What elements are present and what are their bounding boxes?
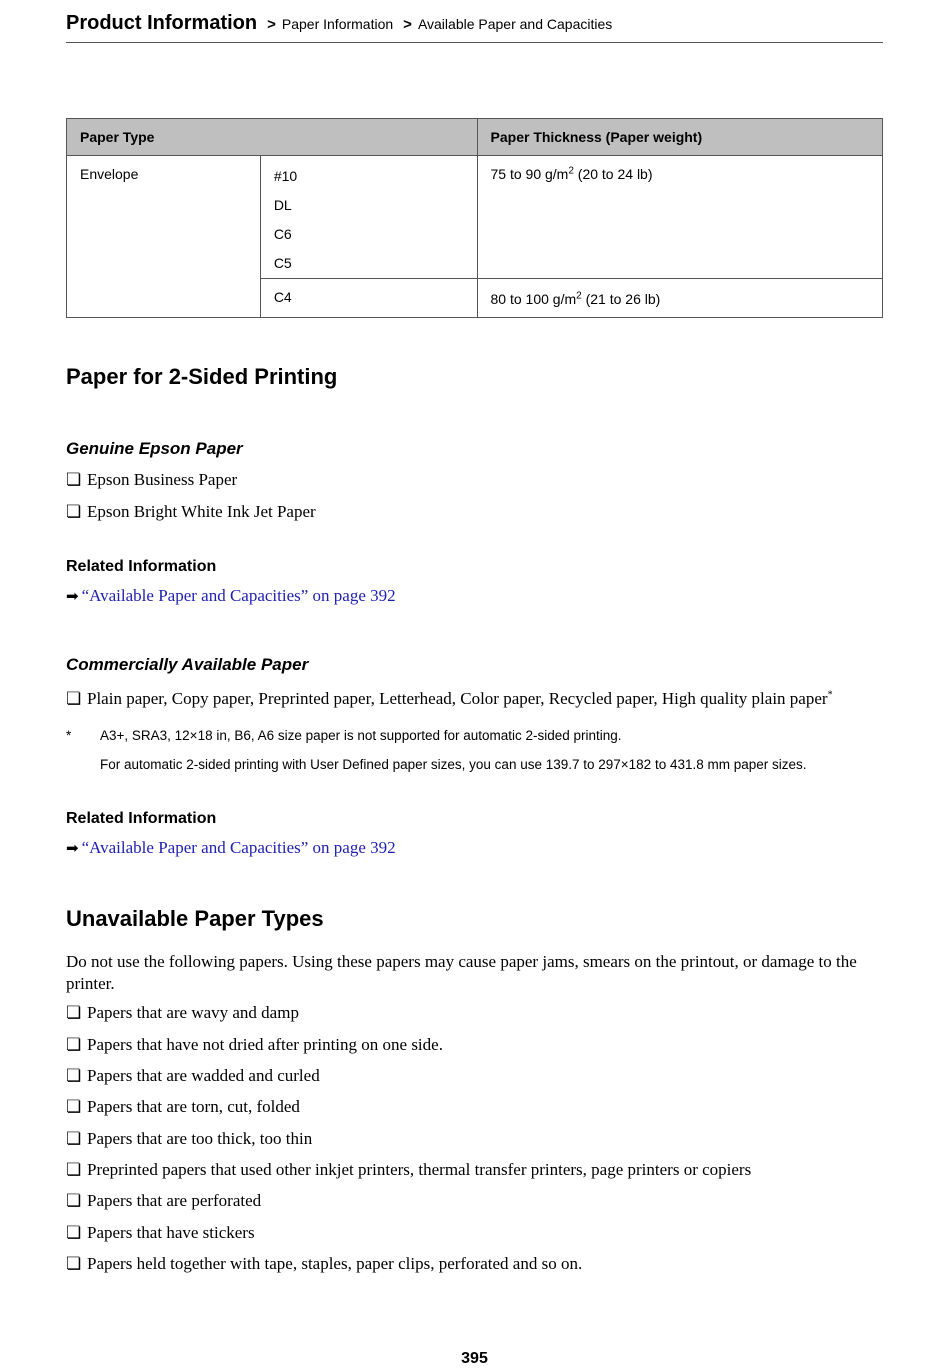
list-item <box>66 1254 582 1274</box>
heading-related-info: Related Information <box>66 558 217 575</box>
thickness-value: 80 to 100 g/m <box>490 291 577 307</box>
cell-thickness <box>477 156 882 279</box>
footnote <box>66 728 622 743</box>
list-item <box>66 502 316 522</box>
checkbox-bullet-icon: ❏ <box>66 1003 82 1022</box>
paper-thickness-table <box>66 118 883 318</box>
footnote-text: A3+, SRA3, 12×18 in, B6, A6 size paper is not supported for automatic 2-sided printing. <box>100 728 622 743</box>
list-item-text: Epson Business Paper <box>87 470 238 489</box>
breadcrumb <box>66 12 883 43</box>
list-item-text: Papers that have stickers <box>87 1223 255 1242</box>
list-item <box>66 689 833 709</box>
related-link[interactable]: “Available Paper and Capacities” on page 392 <box>81 586 396 605</box>
cell-sizes <box>260 156 477 279</box>
arrow-right-icon: ➡ <box>66 839 79 857</box>
heading-genuine-paper: Genuine Epson Paper <box>66 439 243 458</box>
related-link-row <box>66 838 396 858</box>
related-link-row <box>66 586 396 606</box>
checkbox-bullet-icon: ❏ <box>66 470 82 489</box>
list-item <box>66 1003 299 1023</box>
section-title: Product Information <box>66 12 258 34</box>
list-item <box>66 1191 261 1211</box>
list-item <box>66 1129 312 1149</box>
checkbox-bullet-icon: ❏ <box>66 1160 82 1179</box>
breadcrumb-separator: > <box>267 16 276 33</box>
checkbox-bullet-icon: ❏ <box>66 1066 82 1085</box>
breadcrumb-item: Paper Information <box>281 16 394 32</box>
cell-size: C4 <box>260 279 477 318</box>
header-paper-type: Paper Type <box>67 119 478 156</box>
list-item-text: Preprinted papers that used other inkjet printers, thermal transfer printers, page printers or copiers <box>87 1160 752 1179</box>
list-item <box>66 1223 255 1243</box>
size-item: DL <box>273 197 292 213</box>
thickness-lb: (20 to 24 lb) <box>573 166 653 182</box>
size-item: C6 <box>273 226 292 242</box>
related-link[interactable]: “Available Paper and Capacities” on page 392 <box>81 838 396 857</box>
list-item-text: Papers that are wadded and curled <box>87 1066 320 1085</box>
page-number: 395 <box>461 1350 488 1367</box>
list-item-text: Papers held together with tape, staples, paper clips, perforated and so on. <box>87 1254 583 1273</box>
breadcrumb-item: Available Paper and Capacities <box>417 16 613 32</box>
checkbox-bullet-icon: ❏ <box>66 1254 82 1273</box>
list-item <box>66 1066 320 1086</box>
thickness-value: 75 to 90 g/m <box>490 166 569 182</box>
list-item <box>66 1097 300 1117</box>
checkbox-bullet-icon: ❏ <box>66 1223 82 1242</box>
size-item: #10 <box>273 168 298 184</box>
header-paper-thickness: Paper Thickness (Paper weight) <box>477 119 882 156</box>
list-item <box>66 1160 751 1180</box>
list-item <box>66 470 237 490</box>
unit-exponent: 2 <box>568 165 574 177</box>
table-row <box>67 156 883 279</box>
cell-thickness <box>477 279 882 318</box>
footnote-mark: * <box>66 728 72 743</box>
size-item: C5 <box>273 255 292 271</box>
list-item-text: Papers that have not dried after printing on one side. <box>87 1035 443 1054</box>
list-item-text: Plain paper, Copy paper, Preprinted paper, Letterhead, Color paper, Recycled paper, High quality plain paper <box>87 689 828 708</box>
list-item-text: Papers that are too thick, too thin <box>87 1129 313 1148</box>
heading-duplex: Paper for 2-Sided Printing <box>66 364 338 389</box>
heading-unavailable: Unavailable Paper Types <box>66 906 324 931</box>
document-page <box>66 0 883 1370</box>
unit-exponent: 2 <box>576 290 582 302</box>
breadcrumb-separator: > <box>403 16 412 33</box>
list-item-text: Papers that are torn, cut, folded <box>87 1097 300 1116</box>
list-item <box>66 1035 443 1055</box>
heading-commercial-paper: Commercially Available Paper <box>66 655 309 674</box>
table-header-row <box>67 119 883 156</box>
intro-paragraph: Do not use the following papers. Using these papers may cause paper jams, smears on the printout, or damage to the printer. <box>66 952 857 993</box>
cell-paper-type: Envelope <box>67 156 261 318</box>
checkbox-bullet-icon: ❏ <box>66 502 82 521</box>
checkbox-bullet-icon: ❏ <box>66 1097 82 1116</box>
checkbox-bullet-icon: ❏ <box>66 1191 82 1210</box>
footnote-mark: * <box>827 689 833 701</box>
arrow-right-icon: ➡ <box>66 587 79 605</box>
heading-related-info: Related Information <box>66 810 217 827</box>
list-item-text: Papers that are wavy and damp <box>87 1003 299 1022</box>
list-item-text: Papers that are perforated <box>87 1191 262 1210</box>
checkbox-bullet-icon: ❏ <box>66 1035 82 1054</box>
checkbox-bullet-icon: ❏ <box>66 689 82 708</box>
checkbox-bullet-icon: ❏ <box>66 1129 82 1148</box>
list-item-text: Epson Bright White Ink Jet Paper <box>87 502 316 521</box>
thickness-lb: (21 to 26 lb) <box>581 291 661 307</box>
footnote-continuation: For automatic 2-sided printing with User Defined paper sizes, you can use 139.7 to 297×182 to 431.8 mm paper sizes. <box>100 757 807 772</box>
